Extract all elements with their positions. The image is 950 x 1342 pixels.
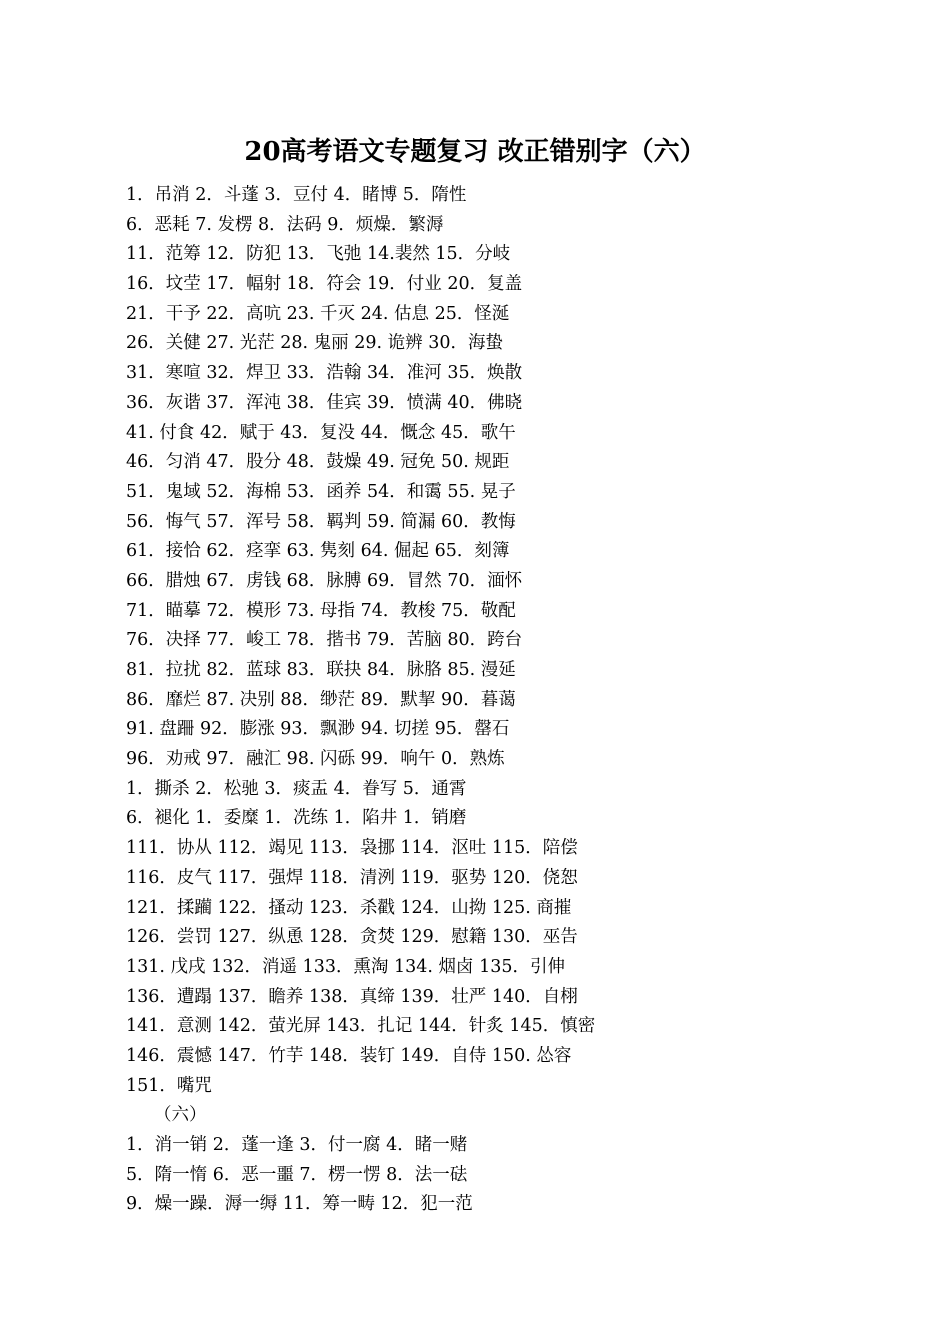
text-line: 111．协从 112．竭见 113．袅挪 114．沤吐 115．陪偿	[126, 838, 578, 859]
text-line: 26．关健 27. 光茫 28. 鬼丽 29. 诡辨 30．海蛰	[126, 333, 503, 354]
text-line: 136．遭蹋 137．瞻养 138．真缔 139．壮严 140．自栩	[126, 986, 578, 1007]
text-line: 61．接恰 62．痉挛 63. 隽刻 64. 倔起 65．刻簿	[126, 541, 510, 562]
text-line: 86．靡烂 87. 决别 88．缈茫 89．默挈 90．暮蔼	[126, 689, 516, 710]
text-line: 126．尝罚 127．纵恿 128．贪焚 129．慰籍 130．巫告	[126, 927, 578, 948]
text-line: 41. 付食 42．赋于 43．复没 44．慨念 45．歌午	[126, 422, 516, 443]
text-line: 11．范筹 12．防犯 13．飞弛 14.裴然 15．分岐	[126, 244, 511, 265]
text-line: 1．吊消 2．斗蓬 3．豆付 4．睹博 5．隋性	[126, 185, 467, 205]
text-line: 36．灰谐 37．浑沌 38．佳宾 39．愤满 40．佛晓	[126, 392, 523, 413]
text-line: 56．悔气 57．浑号 58．羁判 59. 简漏 60．教悔	[126, 511, 516, 532]
answer-list	[126, 181, 846, 1220]
document-title: 20高考语文专题复习 改正错别字（六）	[244, 137, 706, 167]
text-line: 146．震憾 147．竹芋 148．装钉 149．自侍 150. 怂容	[126, 1045, 572, 1066]
text-line: 16．坟茔 17．幅射 18．符会 19．付业 20．复盖	[126, 274, 523, 295]
text-line: 131. 戊戌 132．消遥 133．熏淘 134. 烟卤 135．引伸	[126, 956, 566, 977]
text-line: 31．寒喧 32．焊卫 33．浩翰 34．准河 35．焕散	[126, 363, 523, 384]
text-line: 6．恶耗 7. 发楞 8．法码 9．烦燥．繁溽	[126, 214, 444, 235]
text-line: 51．鬼域 52．海棉 53．函养 54．和霭 55. 晃子	[126, 481, 516, 502]
text-line: 66．腊烛 67．虏钱 68．脉膊 69．冒然 70．湎怀	[126, 570, 523, 591]
text-line: 6．褪化 1．委糜 1．冼练 1．陷井 1．销磨	[126, 808, 467, 829]
text-line: 81．拉扰 82．蓝球 83．联抉 84．脉胳 85. 漫延	[126, 660, 516, 680]
section-heading: （六）	[154, 1105, 207, 1126]
text-line: 96．劝戒 97．融汇 98. 闪砾 99．响午 0．熟炼	[126, 749, 505, 770]
text-line: 5．隋一惰 6．恶一噩 7．楞一愣 8．法一砝	[126, 1164, 468, 1185]
text-line: 1．消一销 2．蓬一逢 3．付一腐 4．睹一赌	[126, 1135, 468, 1155]
text-line: 91. 盘跚 92．膨涨 93．飘渺 94. 切搓 95．罄石	[126, 719, 510, 740]
text-line: 151．嘴咒	[126, 1075, 212, 1096]
text-line: 141．意测 142．萤光屏 143．扎记 144．针炙 145．慎密	[126, 1016, 596, 1037]
text-line: 71．瞄摹 72．模形 73. 母指 74．教梭 75．敬配	[126, 600, 516, 621]
text-line: 1．撕杀 2．松驰 3．痰盂 4．眷写 5．通霄	[126, 778, 467, 799]
text-line: 76．决择 77．峻工 78．揩书 79．苦脑 80．跨台	[126, 630, 523, 651]
text-line: 121．揉躏 122．搔动 123．杀戳 124．山拗 125. 商摧	[126, 897, 572, 918]
text-line: 116．皮气 117．强焊 118．清洌 119．驱势 120．侥恕	[126, 867, 578, 888]
text-line: 21．干予 22．高吭 23. 千灭 24. 估息 25．怪涎	[126, 303, 510, 324]
text-line: 9．燥一躁．溽一缛 11．筹一畴 12．犯一范	[126, 1194, 473, 1215]
text-line: 46．匀消 47．股分 48．鼓燥 49. 冠免 50. 规距	[126, 452, 510, 473]
